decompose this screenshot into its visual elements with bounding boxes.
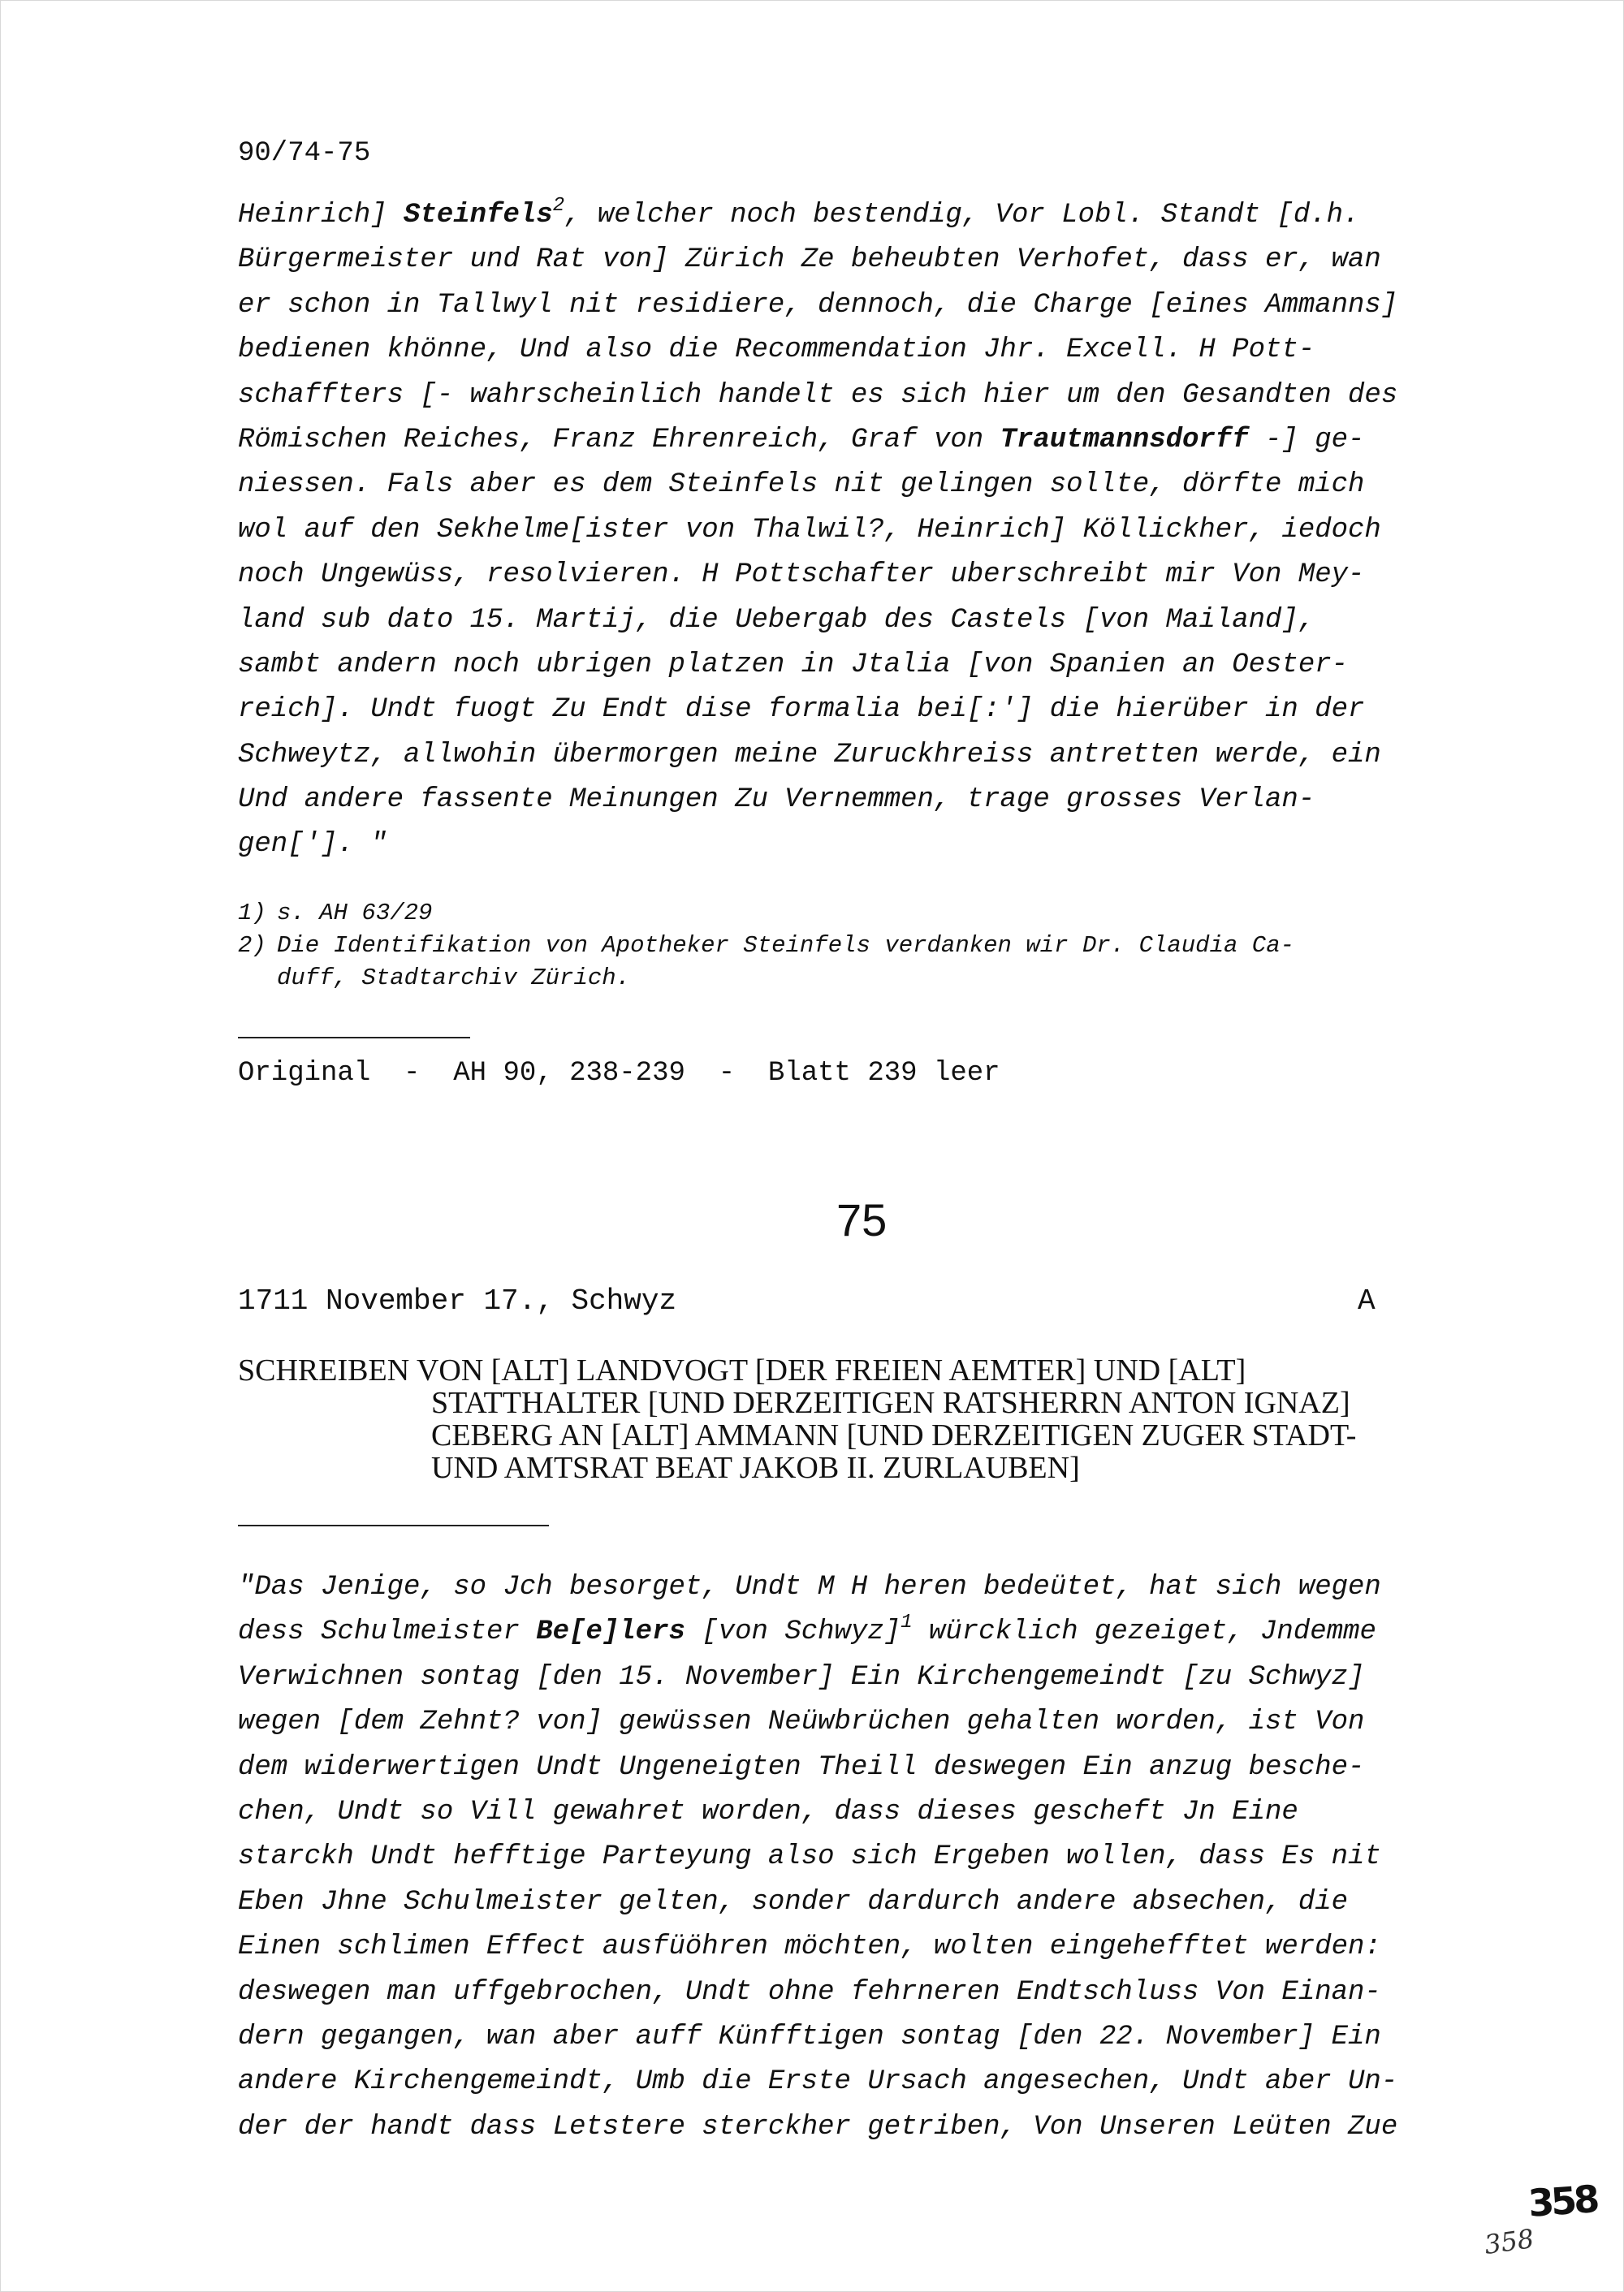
text-line — [238, 778, 1488, 822]
text-segment: wol auf den Sekhelme[ister von Thalwil?, Heinrich] Köllickher, iedoch — [238, 514, 1381, 546]
text-line — [238, 733, 1488, 778]
text-line — [238, 1700, 1488, 1745]
signature-mark: A — [1358, 1284, 1376, 1318]
text-segment: dem widerwertigen Undt Ungeneigten Theill deswegen Ein anzug besche- — [238, 1751, 1365, 1783]
heading-separator-rule — [238, 1525, 549, 1526]
text-segment: dern gegangen, wan aber auff Künfftigen sontag [den 22. November] Ein — [238, 2021, 1381, 2052]
text-segment: der der handt dass Letstere sterckher getriben, Von Unseren Leüten Zue — [238, 2111, 1398, 2143]
text-line — [238, 2015, 1488, 2060]
text-segment: Verwichnen sontag [den 15. November] Ein Kirchengemeindt [zu Schwyz] — [238, 1661, 1365, 1693]
bold-name: Steinfels — [404, 200, 553, 231]
text-line — [238, 598, 1488, 643]
text-segment: , welcher noch bestendig, Vor Lobl. Standt [d.h. — [564, 200, 1360, 231]
text-segment: sambt andern noch ubrigen platzen in Jtalia [von Spanien an Oester- — [238, 649, 1349, 680]
text-line — [238, 1790, 1488, 1835]
text-line — [238, 418, 1488, 463]
text-line — [238, 238, 1488, 283]
text-segment: reich]. Undt fuogt Zu Endt dise formalia bei[:'] die hierüber in der — [238, 694, 1365, 726]
text-segment: Einen schlimen Effect ausfüöhren möchten, wolten eingehefftet werden: — [238, 1932, 1381, 1963]
text-line — [238, 283, 1488, 328]
text-segment: Und andere fassente Meinungen Zu Vernemmen, trage grosses Verlan- — [238, 784, 1315, 816]
text-line — [238, 822, 1488, 867]
bold-name: Be[e]lers — [536, 1616, 685, 1648]
text-segment: [von Schwyz] — [685, 1616, 901, 1648]
text-segment: dess Schulmeister — [238, 1616, 537, 1648]
text-line — [238, 1925, 1488, 1970]
text-segment: wegen [dem Zehnt? von] gewüssen Neüwbrüchen gehalten worden, ist Von — [238, 1707, 1365, 1738]
heading-line: UND AMTSRAT BEAT JAKOB II. ZURLAUBEN] — [431, 1451, 1080, 1485]
text-segment: Bürgermeister und Rat von] Zürich Ze beheubten Verhofet, dass er, wan — [238, 244, 1381, 276]
text-line — [238, 1880, 1488, 1925]
letter-text-bottom — [238, 1565, 1488, 2150]
text-line — [238, 463, 1488, 507]
text-line — [238, 2060, 1488, 2104]
footnote-marker: 2 — [552, 195, 565, 217]
text-segment: chen, Undt so Vill gewahret worden, dass dieses gescheft Jn Eine — [238, 1796, 1298, 1828]
footnote-text: s. AH 63/29 — [277, 900, 433, 926]
heading-line: CEBERG AN [ALT] AMMANN [UND DERZEITIGEN ZUGER STADT- — [431, 1418, 1357, 1452]
text-segment: gen[']. " — [238, 829, 387, 861]
text-segment: "Das Jenige, so Jch besorget, Undt M H heren bedeütet, hat sich wegen — [238, 1572, 1381, 1603]
text-line — [238, 688, 1488, 732]
handwritten-page-number: 358 — [1527, 2177, 1598, 2225]
text-line — [238, 2105, 1488, 2150]
footnote-separator-rule — [238, 1037, 470, 1038]
text-segment: deswegen man uffgebrochen, Undt ohne fehrneren Endtschluss Von Einan- — [238, 1976, 1381, 2008]
text-segment: schaffters [- wahrscheinlich handelt es sich hier um den Gesandten des — [238, 379, 1398, 411]
document-number: 75 — [836, 1194, 888, 1245]
original-source-line: Original - AH 90, 238-239 - Blatt 239 leer — [238, 1058, 1000, 1089]
heading-line: STATTHALTER [UND DERZEITIGEN RATSHERRN ANTON IGNAZ] — [431, 1386, 1350, 1420]
heading-line: SCHREIBEN VON [ALT] LANDVOGT [DER FREIEN AEMTER] UND [ALT] — [238, 1353, 1246, 1388]
text-line — [238, 1835, 1488, 1880]
text-segment: starckh Undt hefftige Parteyung also sich Ergeben wollen, dass Es nit — [238, 1841, 1381, 1873]
footnote-text-continued: duff, Stadtarchiv Zürich. — [277, 965, 631, 991]
text-line — [238, 328, 1488, 373]
footnote-marker: 1 — [901, 1612, 913, 1634]
text-segment: -] ge- — [1248, 424, 1365, 455]
text-line — [238, 643, 1488, 688]
text-line — [238, 553, 1488, 598]
bold-name: Trautmannsdorff — [1000, 424, 1249, 455]
text-line — [238, 373, 1488, 418]
text-line — [238, 1746, 1488, 1790]
footnote-number: 2) — [238, 932, 266, 959]
text-segment: noch Ungewüss, resolvieren. H Pottschafter uberschreibt mir Von Mey- — [238, 559, 1365, 591]
footnote-number: 1) — [238, 900, 266, 926]
text-line — [238, 1565, 1488, 1610]
text-segment: würcklich gezeiget, Jndemme — [912, 1616, 1376, 1648]
text-segment: bedienen khönne, Und also die Recommendation Jhr. Excell. H Pott- — [238, 335, 1315, 366]
footnote — [238, 897, 1294, 930]
handwritten-page-number-pencil: 358 — [1482, 2222, 1536, 2261]
document-heading — [238, 1354, 1356, 1484]
text-line — [238, 1655, 1488, 1700]
text-segment: er schon in Tallwyl nit residiere, dennoch, die Charge [eines Ammanns] — [238, 289, 1398, 321]
text-line — [238, 1610, 1488, 1655]
text-segment: Schweytz, allwohin übermorgen meine Zuruckhreiss antretten werde, ein — [238, 739, 1381, 770]
text-segment: niessen. Fals aber es dem Steinfels nit gelingen sollte, dörfte mich — [238, 469, 1365, 501]
text-segment: land sub dato 15. Martij, die Uebergab des Castels [von Mailand], — [238, 604, 1315, 636]
footnote — [238, 930, 1294, 962]
footnotes — [238, 897, 1294, 995]
text-segment: andere Kirchengemeindt, Umb die Erste Ursach angesechen, Undt aber Un- — [238, 2066, 1398, 2098]
text-segment: Eben Jhne Schulmeister gelten, sonder dardurch andere absechen, die — [238, 1886, 1349, 1918]
page-reference: 90/74-75 — [238, 138, 371, 169]
text-segment: Römischen Reiches, Franz Ehrenreich, Graf von — [238, 424, 1000, 455]
text-line — [238, 508, 1488, 553]
footnote-text: Die Identifikation von Apotheker Steinfels verdanken wir Dr. Claudia Ca- — [277, 932, 1295, 959]
letter-text-top — [238, 193, 1488, 868]
text-segment: Heinrich] — [238, 200, 404, 231]
text-line — [238, 193, 1488, 238]
dateline: 1711 November 17., Schwyz — [238, 1284, 677, 1318]
text-line — [238, 1970, 1488, 2015]
